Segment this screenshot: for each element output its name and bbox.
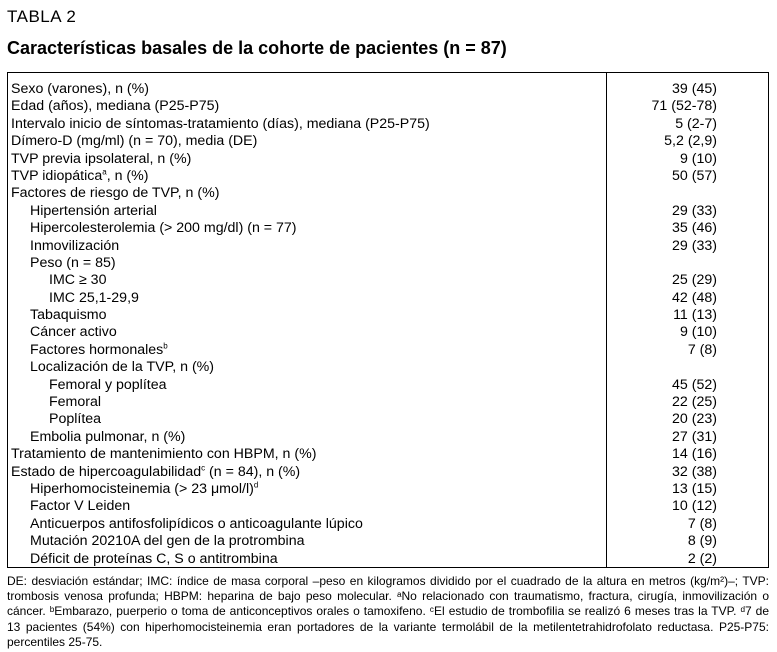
row-label: Peso (n = 85): [30, 254, 116, 271]
row-label: Estado de hipercoagulabilidad$^c$ (n = 84), n (%): [11, 462, 301, 480]
row-value: 25 (29): [672, 272, 717, 289]
footnote-marker: a: [102, 167, 107, 177]
row-value: 7 (8): [687, 341, 717, 358]
footnote-marker: b: [163, 341, 168, 351]
row-label: Hipercolesterolemia (> 200 mg/dl) (n = 77): [30, 220, 297, 237]
table-row: [8, 290, 768, 307]
table-row: [8, 307, 768, 324]
table-row: [8, 324, 768, 341]
row-label: Localización de la TVP, n (%): [30, 359, 215, 376]
row-value: 29 (33): [672, 237, 717, 254]
row-label: Inmovilización: [30, 237, 120, 254]
row-value: 50 (57): [672, 167, 717, 184]
row-value: 11 (13): [673, 307, 717, 324]
table-row: [8, 533, 768, 550]
row-value: 71 (52-78): [651, 98, 717, 115]
table-row: [8, 359, 768, 376]
row-value: 10 (12): [672, 498, 717, 515]
table-row: [8, 446, 768, 463]
table-row: [8, 220, 768, 237]
row-value: 32 (38): [672, 463, 717, 480]
footnote-marker: c: [201, 462, 206, 472]
table-row: [8, 481, 768, 498]
row-label: IMC ≥ 30: [49, 272, 107, 289]
row-label: Hiperhomocisteinemia (> 23 μmol/l)$^d$: [30, 480, 259, 497]
row-value: 45 (52): [672, 376, 717, 393]
table-row: [8, 168, 768, 185]
row-value: 39 (45): [672, 81, 717, 97]
table-title: Características basales de la cohorte de pacientes (n = 87): [7, 38, 507, 58]
row-label: Déficit de proteínas C, S o antitrombina: [30, 550, 278, 567]
table-row: [8, 377, 768, 394]
row-label: Factores hormonales$^b$: [30, 341, 168, 358]
row-label: Femoral: [49, 394, 102, 411]
table-row: [8, 464, 768, 481]
row-label: Poplítea: [49, 411, 102, 428]
row-value: 8 (9): [687, 533, 717, 550]
row-label: TVP previa ipsolateral, n (%): [11, 150, 192, 167]
row-label: TVP idiopática$^a$, n (%): [11, 167, 149, 184]
row-label: Femoral y poplítea: [49, 376, 167, 393]
table-row: [8, 185, 768, 202]
table-row: [8, 116, 768, 133]
row-value: 13 (15): [672, 480, 717, 497]
table-row: [8, 342, 768, 359]
row-label: Anticuerpos antifosfolipídicos o anticoagulante lúpico: [30, 515, 363, 532]
row-value: 35 (46): [672, 220, 717, 237]
row-value: 7 (8): [687, 515, 717, 532]
table-row: [8, 203, 768, 220]
row-label: Tratamiento de mantenimiento con HBPM, n (%): [11, 446, 317, 463]
row-label: Edad (años), mediana (P25-P75): [11, 98, 220, 115]
row-label: IMC 25,1-29,9: [49, 289, 139, 306]
table-row: [8, 498, 768, 515]
row-value: 29 (33): [672, 202, 717, 219]
table-row: [8, 255, 768, 272]
row-label: Factores de riesgo de TVP, n (%): [11, 185, 220, 202]
table-row: [8, 411, 768, 428]
table-row: [8, 429, 768, 446]
table-row: [8, 238, 768, 255]
row-label: Intervalo inicio de síntomas-tratamiento (días), mediana (P25-P75): [11, 115, 430, 132]
table-label: TABLA 2: [7, 7, 77, 26]
row-value: 2 (2): [687, 550, 717, 567]
footnote-marker: d: [253, 480, 259, 490]
table-row: [8, 98, 768, 115]
table-row: [8, 133, 768, 150]
row-value: 5 (2-7): [675, 115, 717, 132]
data-table: [7, 72, 769, 568]
table-footnote: DE: desviación estándar; IMC: índice de masa corporal –peso en kilogramos dividido por el cuadrado de la altura en metros (kg/m²)–; TVP: trombosis venosa profunda; HBPM: heparina de bajo peso molecular. ᵃNo relacionado con traumatismo, fractura, cirugía, inmovilización o cáncer. ᵇEmbarazo, puerperio o toma de anticonceptivos orales o tamoxifeno. ᶜEl estudio de trombofilia se realizó 6 meses tras la TVP. ᵈ7 de 13 pacientes (54%) con hiperhomocisteinemia eran portadores de la variante termolábil de la metilentetrahidrofolato reductasa. P25-P75: percentiles 25-75.: [7, 574, 769, 649]
row-label: Hipertensión arterial: [30, 202, 157, 219]
row-label: Embolia pulmonar, n (%): [30, 428, 186, 445]
table-row: [8, 394, 768, 411]
row-value: 42 (48): [672, 289, 717, 306]
table-row: [8, 81, 768, 98]
row-value: 14 (16): [672, 446, 717, 463]
row-label: Tabaquismo: [30, 307, 107, 324]
row-value: 9 (10): [679, 324, 717, 341]
row-value: 22 (25): [672, 394, 717, 411]
row-label: Sexo (varones), n (%): [11, 81, 149, 97]
row-value: 20 (23): [672, 411, 717, 428]
row-label: Dímero-D (mg/ml) (n = 70), media (DE): [11, 133, 258, 150]
row-label: Cáncer activo: [30, 324, 117, 341]
row-label: Mutación 20210A del gen de la protrombina: [30, 533, 305, 550]
table-row: [8, 151, 768, 168]
row-label: Factor V Leiden: [30, 498, 131, 515]
table-body: [8, 81, 768, 568]
row-value: 27 (31): [672, 428, 717, 445]
row-value: 9 (10): [679, 150, 717, 167]
table-row: [8, 516, 768, 533]
row-value: 5,2 (2,9): [664, 133, 717, 150]
table-row: [8, 551, 768, 568]
table-row: [8, 272, 768, 289]
